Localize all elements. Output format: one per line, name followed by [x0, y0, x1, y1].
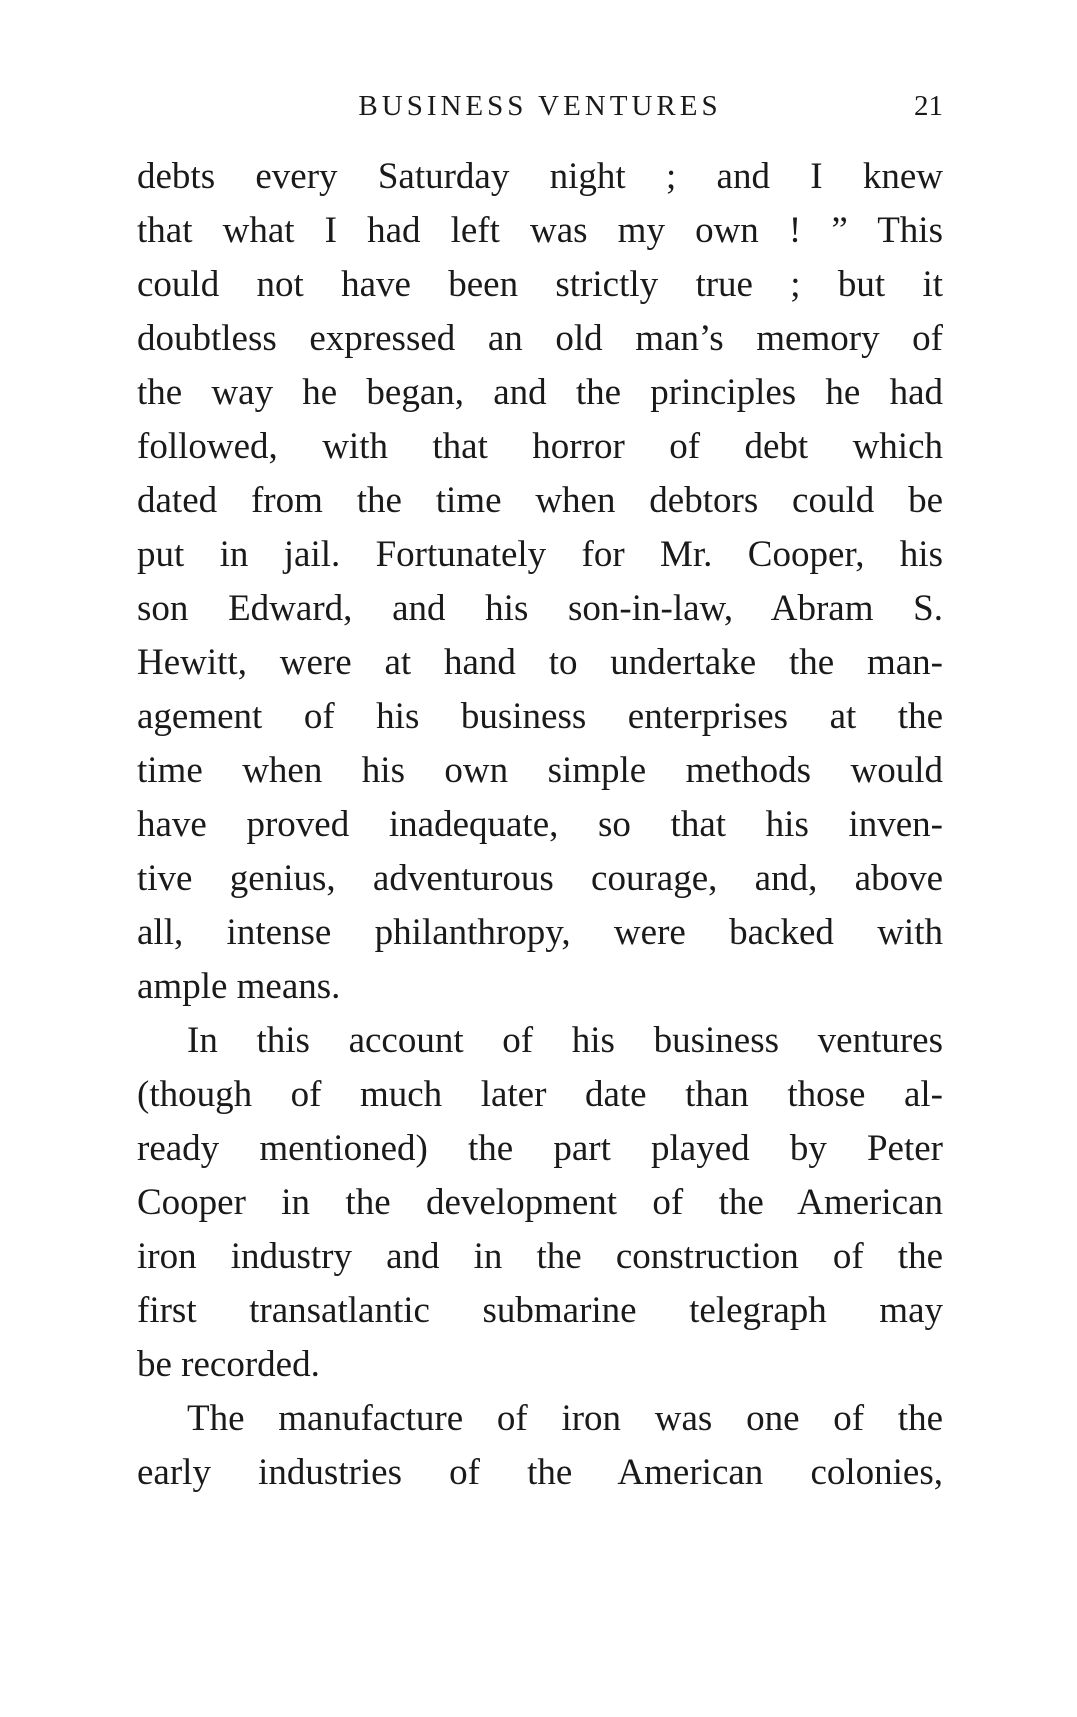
body-text	[137, 150, 943, 1500]
text-line: early industries of the American colonies,	[137, 1452, 943, 1493]
text-line: first transatlantic submarine telegraph may	[137, 1290, 943, 1331]
text-line: all, intense philanthropy, were backed with	[137, 912, 943, 953]
text-line: time when his own simple methods would	[137, 750, 943, 791]
paragraph	[137, 1014, 943, 1392]
running-head: BUSINESS VENTURES	[358, 90, 722, 122]
text-line: dated from the time when debtors could be	[137, 480, 943, 521]
text-line: have proved inadequate, so that his inven-	[137, 804, 943, 845]
text-line: that what I had left was my own ! ” This	[137, 210, 943, 251]
text-line: (though of much later date than those al-	[137, 1074, 943, 1115]
text-line: ready mentioned) the part played by Peter	[137, 1128, 943, 1169]
text-line: the way he began, and the principles he had	[137, 372, 943, 413]
page-header	[137, 86, 943, 126]
text-line: ample means.	[137, 966, 341, 1007]
text-line: Cooper in the development of the American	[137, 1182, 943, 1223]
text-line: be recorded.	[137, 1344, 320, 1385]
text-line: iron industry and in the construction of the	[137, 1236, 943, 1277]
text-line: put in jail. Fortunately for Mr. Cooper, his	[137, 534, 943, 575]
text-line: The manufacture of iron was one of the	[187, 1398, 943, 1439]
text-line: doubtless expressed an old man’s memory of	[137, 318, 943, 359]
text-line: tive genius, adventurous courage, and, above	[137, 858, 943, 899]
text-line: son Edward, and his son-in-law, Abram S.	[137, 588, 943, 629]
text-line: could not have been strictly true ; but it	[137, 264, 943, 305]
text-line: Hewitt, were at hand to undertake the man-	[137, 642, 943, 683]
paragraph	[137, 1392, 943, 1500]
page-number: 21	[914, 90, 943, 122]
text-line: followed, with that horror of debt which	[137, 426, 943, 467]
paragraph	[137, 150, 943, 1014]
text-line: agement of his business enterprises at the	[137, 696, 943, 737]
text-line: debts every Saturday night ; and I knew	[137, 156, 943, 197]
text-line: In this account of his business ventures	[187, 1020, 943, 1061]
